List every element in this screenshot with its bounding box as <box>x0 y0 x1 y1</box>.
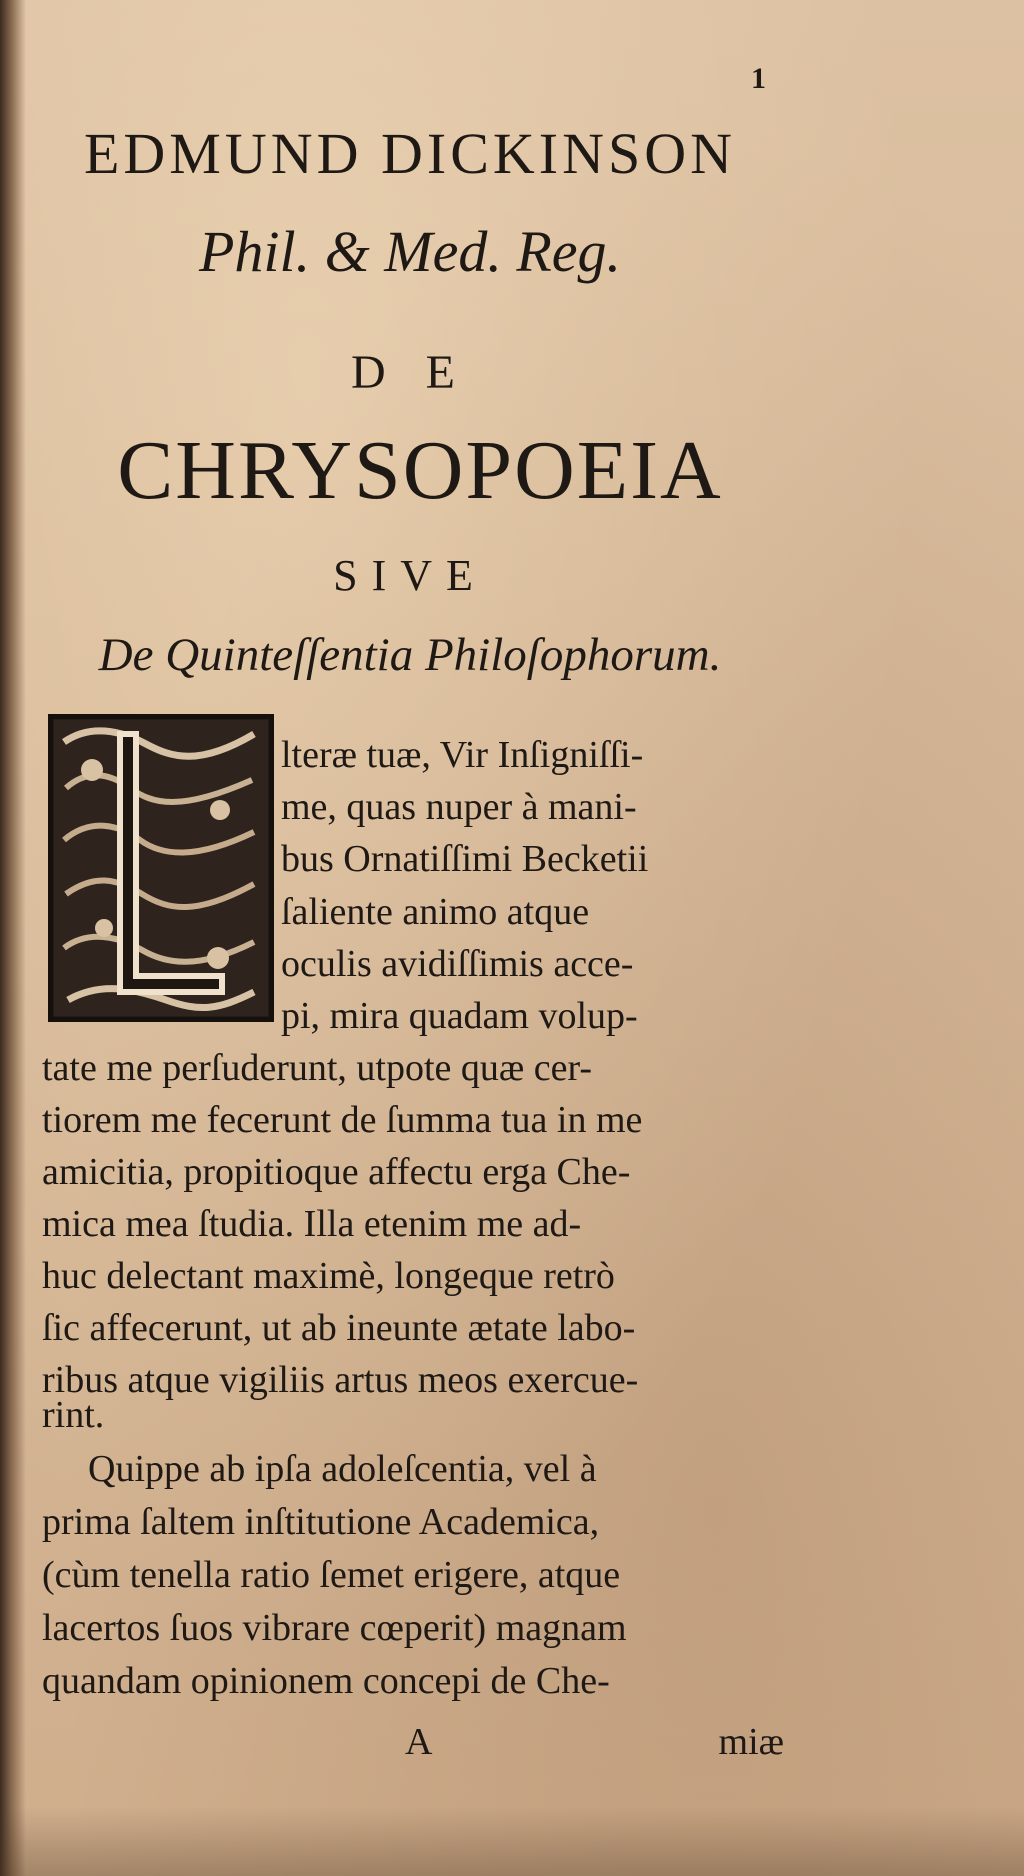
paragraph-1-line-11: huc delectant maximè, longeque retrò <box>42 1255 615 1297</box>
subtitle: De Quinteſſentia Philoſophorum. <box>98 629 722 681</box>
paragraph-1-line-14: rint. <box>42 1394 105 1436</box>
paragraph-1-line-13: ribus atque vigiliis artus meos exercue- <box>42 1359 639 1401</box>
page-number: 1 <box>751 62 766 95</box>
paragraph-1-line-12: ſic affecerunt, ut ab ineunte ætate labo- <box>42 1307 636 1349</box>
signature-mark: A <box>405 1721 433 1763</box>
paragraph-2-line-3: (cùm tenella ratio ſemet erigere, atque <box>42 1554 621 1596</box>
paragraph-1-line-7: tate me perſuderunt, utpote quæ cer- <box>42 1047 593 1089</box>
paragraph-2-line-1: Quippe ab ipſa adoleſcentia, vel à <box>88 1448 597 1490</box>
author-name: EDMUND DICKINSON <box>83 121 737 186</box>
paragraph-1-line-4: ſaliente animo atque <box>281 891 590 933</box>
decorated-initial-art <box>48 714 274 1022</box>
main-title: CHRYSOPOEIA <box>117 424 723 517</box>
paragraph-1-line-9: amicitia, propitioque affectu erga Che- <box>42 1151 631 1193</box>
paragraph-1-line-6: pi, mira quadam volup- <box>281 995 638 1037</box>
title-de-line: D E <box>351 346 469 399</box>
society-affiliation: Phil. & Med. Reg. <box>198 219 621 284</box>
paragraph-1-line-5: oculis avidiſſimis acce- <box>281 943 634 985</box>
paragraph-1-line-1: lteræ tuæ, Vir Inſigniſſi- <box>281 734 644 776</box>
paragraph-1-line-3: bus Ornatiſſimi Becketii <box>281 838 649 880</box>
title-sive-line: SIVE <box>333 551 487 600</box>
paragraph-1-line-2: me, quas nuper à mani- <box>281 786 637 828</box>
paragraph-2-line-4: lacertos ſuos vibrare cœperit) magnam <box>42 1607 627 1649</box>
paragraph-1-line-10: mica mea ſtudia. Illa etenim me ad- <box>42 1203 582 1245</box>
catchword: miæ <box>718 1721 784 1763</box>
paragraph-2-line-2: prima ſaltem inſtitutione Academica, <box>42 1501 600 1543</box>
page-bottom-shadow <box>0 1806 1024 1876</box>
paragraph-1-line-8: tiorem me fecerunt de ſumma tua in me <box>42 1099 643 1141</box>
binding-gutter <box>0 0 26 1876</box>
paragraph-2-line-5: quandam opinionem concepi de Che- <box>42 1660 610 1702</box>
decorated-initial <box>48 714 274 1022</box>
